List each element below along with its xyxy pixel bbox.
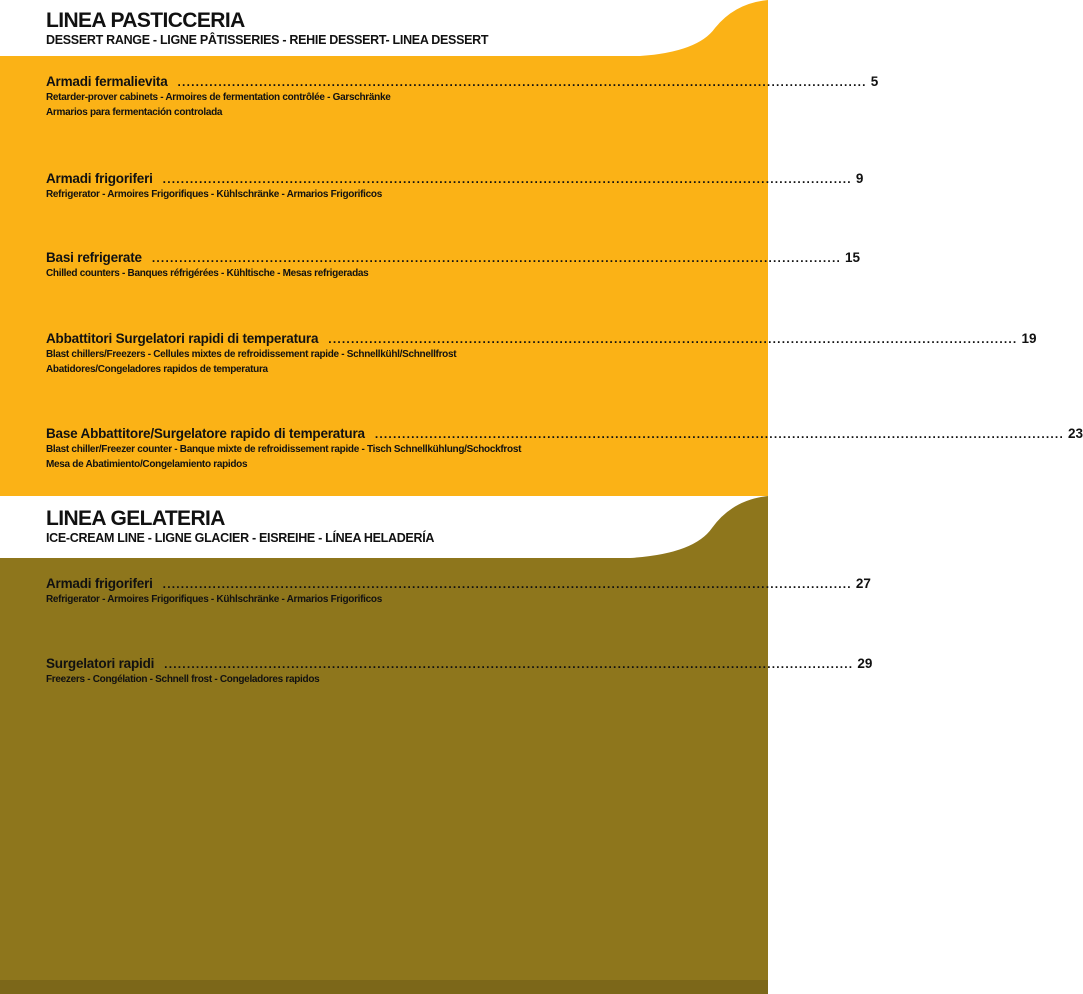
entry-title: Basi refrigerate bbox=[46, 250, 142, 265]
entry-title: Armadi frigoriferi bbox=[46, 171, 153, 186]
toc-entry[interactable] bbox=[46, 426, 1083, 472]
entry-page: 15 bbox=[845, 250, 861, 265]
dot-leader: ........................................................................................................................................................ bbox=[151, 251, 842, 265]
dot-leader: ........................................................................................................................................................ bbox=[164, 657, 854, 671]
toc-entry[interactable] bbox=[46, 656, 873, 687]
entry-desc: Blast chiller/Freezer counter - Banque mixte de refroidissement rapide - Tisch Schnellkühlung/Schockfrost bbox=[46, 444, 522, 455]
entry-page: 5 bbox=[870, 74, 879, 89]
entry-desc: Mesa de Abatimiento/Congelamiento rapidos bbox=[46, 459, 248, 470]
entry-title: Armadi fermalievita bbox=[46, 74, 168, 89]
dot-leader: ........................................................................................................................................................ bbox=[162, 172, 852, 186]
gelato-section bbox=[0, 496, 873, 994]
pastry-heading bbox=[46, 10, 488, 48]
toc-entry[interactable] bbox=[46, 250, 861, 281]
toc-entry[interactable] bbox=[46, 331, 1037, 377]
toc-entry[interactable] bbox=[46, 171, 864, 202]
entry-title: Base Abbattitore/Surgelatore rapido di temperatura bbox=[46, 426, 365, 441]
gelato-heading bbox=[46, 508, 434, 546]
entry-desc: Retarder-prover cabinets - Armoires de fermentation contrôlée - Garschränke bbox=[46, 92, 391, 103]
entry-desc: Freezers - Congélation - Schnell frost - Congeladores rapidos bbox=[46, 674, 320, 685]
gelato-subtitle: ICE-CREAM LINE - LIGNE GLACIER - EISREIHE - LÍNEA HELADERÍA bbox=[46, 531, 435, 545]
dot-leader: ........................................................................................................................................................ bbox=[328, 332, 1018, 346]
entry-page: 27 bbox=[855, 576, 871, 591]
toc-entry[interactable] bbox=[46, 74, 879, 120]
entry-desc: Chilled counters - Banques réfrigérées - Kühltische - Mesas refrigeradas bbox=[46, 268, 369, 279]
entry-page: 23 bbox=[1068, 426, 1083, 441]
dot-leader: ........................................................................................................................................................ bbox=[374, 427, 1064, 441]
dot-leader: ........................................................................................................................................................ bbox=[162, 577, 852, 591]
gelato-title: LINEA GELATERIA bbox=[46, 507, 225, 530]
entry-title: Abbattitori Surgelatori rapidi di temperatura bbox=[46, 331, 319, 346]
entry-page: 19 bbox=[1021, 331, 1037, 346]
entry-title: Surgelatori rapidi bbox=[46, 656, 155, 671]
entry-title: Armadi frigoriferi bbox=[46, 576, 153, 591]
dot-leader: ........................................................................................................................................................ bbox=[177, 75, 867, 89]
pastry-title: LINEA PASTICCERIA bbox=[46, 9, 245, 32]
pastry-subtitle: DESSERT RANGE - LIGNE PÂTISSERIES - REHIE DESSERT- LINEA DESSERT bbox=[46, 33, 489, 47]
entry-page: 9 bbox=[855, 171, 864, 186]
entry-desc: Armarios para fermentación controlada bbox=[46, 107, 223, 118]
entry-desc: Refrigerator - Armoires Frigorifiques - Kühlschränke - Armarios Frigorificos bbox=[46, 189, 382, 200]
entry-desc: Abatidores/Congeladores rapidos de temperatura bbox=[46, 364, 268, 375]
entry-desc: Blast chillers/Freezers - Cellules mixtes de refroidissement rapide - Schnellkühl/Schnellfrost bbox=[46, 349, 457, 360]
entry-desc: Refrigerator - Armoires Frigorifiques - Kühlschränke - Armarios Frigorificos bbox=[46, 594, 382, 605]
entry-page: 29 bbox=[857, 656, 873, 671]
toc-entry[interactable] bbox=[46, 576, 871, 607]
pastry-section bbox=[0, 0, 1083, 496]
